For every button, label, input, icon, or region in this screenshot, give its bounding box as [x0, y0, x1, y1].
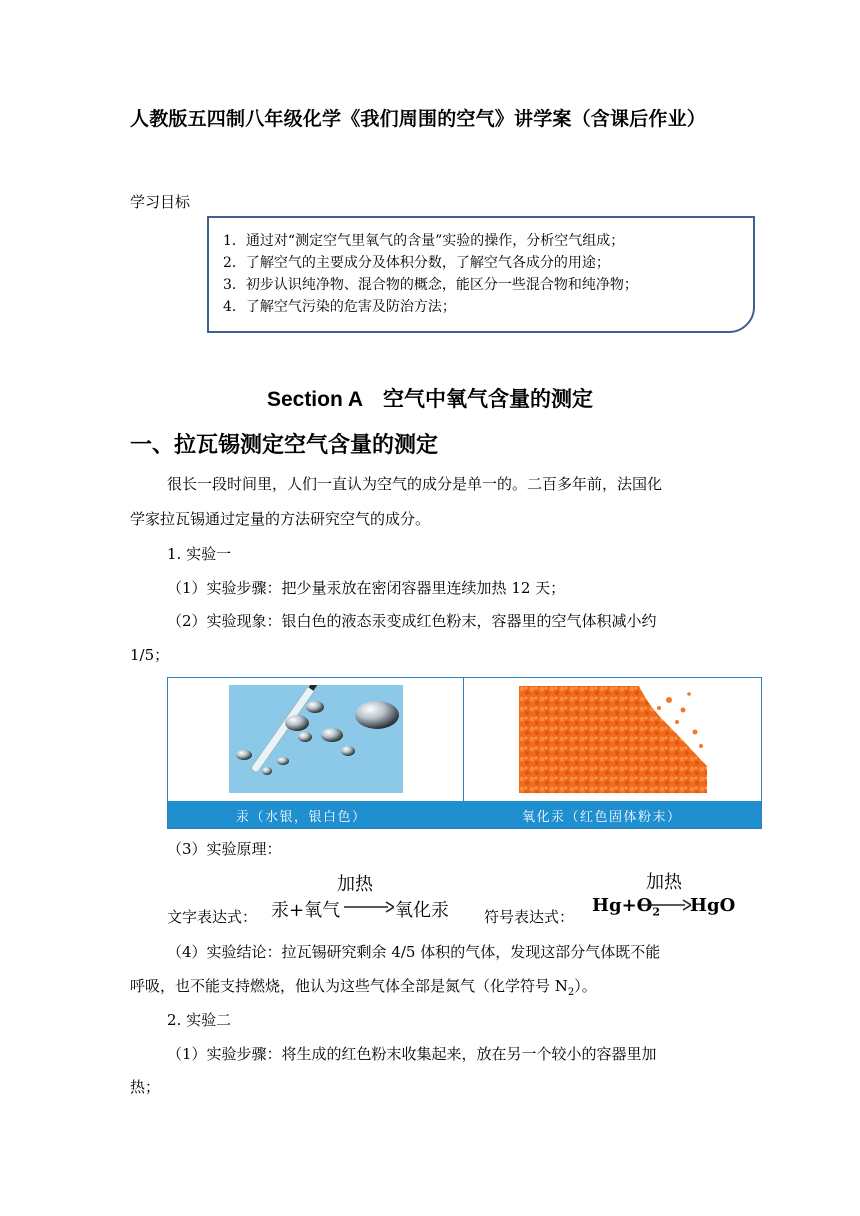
intro-line-1: 很长一段时间里，人们一直认为空气的成分是单一的。二百多年前，法国化	[167, 475, 663, 493]
symbol-equation-condition: 加热	[646, 872, 682, 893]
reaction-arrow-icon	[641, 898, 691, 912]
heading-lavoisier: 一、拉瓦锡测定空气含量的测定	[130, 433, 439, 458]
mercuric-oxide-image	[519, 686, 707, 793]
word-equation-product: 氧化汞	[395, 900, 449, 921]
exp1-step2-line2: 1/5；	[130, 646, 170, 664]
objectives-label: 学习目标	[130, 193, 191, 211]
figure-caption-mercuric-oxide: 氧化汞（红色固体粉末）	[522, 810, 682, 825]
section-title	[0, 383, 860, 413]
section-title-en: Section A	[266, 388, 364, 411]
exp1-step4-line2: 呼吸，也不能支持燃烧，他认为这些气体全部是氮气（化学符号 $N_2$）。	[130, 977, 597, 998]
exp2-step1-line1: （1）实验步骤：将生成的红色粉末收集起来，放在另一个较小的容器里加	[167, 1045, 657, 1063]
word-equation-condition: 加热	[337, 874, 373, 895]
objective-item: 1．通过对“测定空气里氧气的含量”实验的操作，分析空气组成；	[223, 233, 625, 249]
exp2-step1-line2: 热；	[130, 1078, 161, 1096]
reaction-arrow-icon	[344, 900, 394, 914]
word-equation-reactants: 汞+氧气	[271, 900, 341, 921]
exp1-step1: （1）实验步骤：把少量汞放在密闭容器里连续加热 12 天；	[167, 579, 566, 597]
objective-item: 4．了解空气污染的危害及防治方法；	[223, 299, 456, 315]
exp1-step2-line1: （2）实验现象：银白色的液态汞变成红色粉末，容器里的空气体积减小约	[167, 612, 657, 630]
figure-caption-mercury: 汞（水银，银白色）	[236, 810, 367, 825]
exp1-step4-line1: （4）实验结论：拉瓦锡研究剩余 4/5 体积的气体，发现这部分气体既不能	[167, 943, 661, 961]
exp1-step3: （3）实验原理：	[167, 840, 282, 858]
intro-line-2: 学家拉瓦锡通过定量的方法研究空气的成分。	[130, 510, 431, 528]
symbol-equation-reactants: $Hg+O_2$	[592, 895, 661, 919]
figure-divider	[463, 677, 464, 801]
symbol-equation-product: HgO	[690, 895, 736, 916]
objectives-box	[207, 216, 755, 333]
document-title: 人教版五四制八年级化学《我们周围的空气》讲学案（含课后作业）	[130, 108, 707, 130]
word-equation-label: 文字表达式：	[167, 908, 258, 926]
objective-item: 3．初步认识纯净物、混合物的概念，能区分一些混合物和纯净物；	[223, 277, 638, 293]
mercury-image	[229, 685, 403, 793]
symbol-equation-label: 符号表达式：	[484, 908, 575, 926]
section-title-zh: 空气中氧气含量的测定	[383, 388, 594, 411]
objective-item: 2．了解空气的主要成分及体积分数，了解空气各成分的用途；	[223, 255, 610, 271]
exp1-title: 1. 实验一	[167, 545, 232, 563]
exp2-title: 2. 实验二	[167, 1011, 232, 1029]
